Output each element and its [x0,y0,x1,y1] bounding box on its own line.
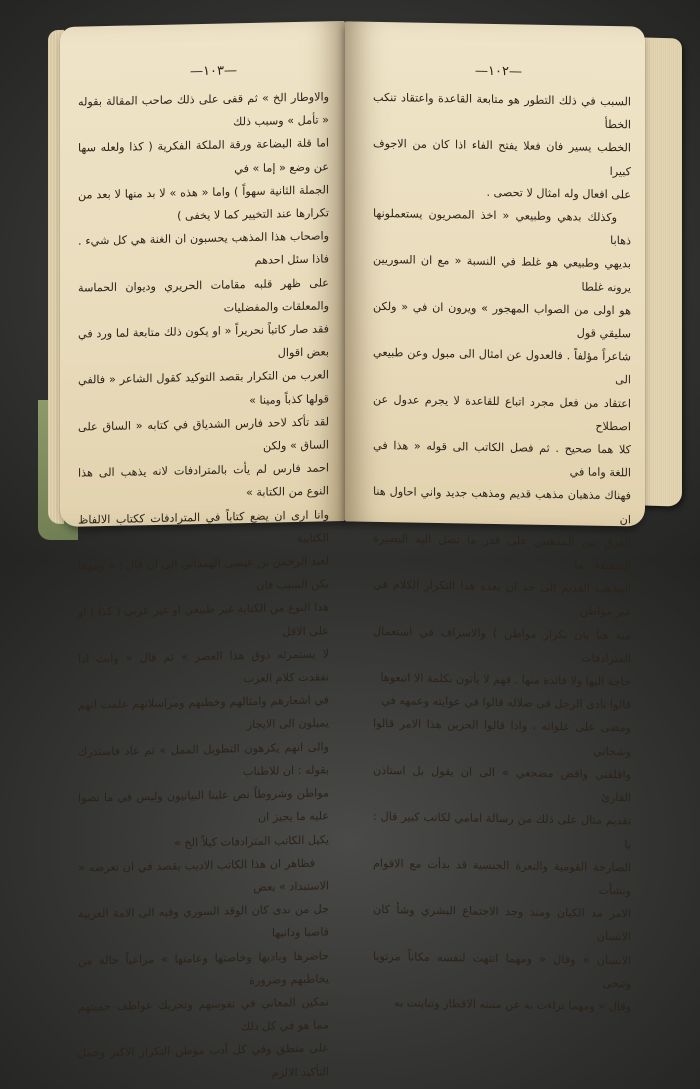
text-line: احمد فارس لم يأت بالمترادفات لانه يذهب الى هذا النوع من الكتابة » [78,461,329,500]
text-line: وانا ارى ان يضع كتاباً في المترادفات ككتاب الالفاظ الكتابية [78,508,329,545]
text-line: في اشعارهم وامثالهم وخطبهم ومراسلاتهم علمت انهم يميلون الى الايجاز [78,693,329,732]
text-line: قالوا نادى الرجل في ضلاله قالوا في عوايته وعمهه في [381,694,631,712]
text-line: كلا هما صحيح . ثم فصل الكاتب الى قوله « هذا في اللغة واما في [373,438,631,480]
text-line: على افعال وله امثال لا تحصى . [486,185,631,202]
text-line: لعبد الرحمن بن عيسى الهمذاني الى ان قال : « ومهما يكن السبب فان [78,554,329,593]
text-line: ومضى على علواته ، واذا قالوا الحزين هذا الامر قالوا وشجاني [373,717,631,759]
text-line: هو اولى من الصواب المهجور » ويرون ان في « ولكن سليقي قول [373,299,631,341]
text-line: تمكين المعاني في نفوسهم وتحريك عواطف حميتهم مما هو في كل ذلك [78,995,329,1034]
text-line: وكذلك بدهي وطبيعي « اخذ المصريون يستعملونها ذهابا [373,206,631,248]
text-line: الصارخة القومية والنعرة الجنسية قد بدأت مع الاقوام ونشأت [373,856,631,898]
text-line: الامر مذ الكيان ومنذ وجد الاجتماع البشري وشأ كان الانسان [373,902,631,944]
text-line: العرب من التكرار بقصد التوكيد كقول الشاعر « فالفي قولها كذباً ومينا » [78,368,329,407]
left-page-text [78,85,329,1088]
text-line: جل من ندى كان الوقد السوري وفيه الى الامة العربية قاصبا ودانيها [78,902,329,940]
text-line: لقد تأكد لاحد فارس الشدياق في كتابه « الساق على الساق » ولكن [78,415,329,453]
text-line: لا يستمرئه ذوق هذا العصر » ثم قال « وانت اذا تفقدت كلام العرب [78,647,329,686]
right-page-edges [640,37,682,506]
text-line: الفرق بين المذهبين على قدر ما تصل اليه البصيرة الضعيفة . ما [373,531,631,573]
text-line: على ظهر قلبه مقامات الحريري وديوان الحماسة والمعلقات والمفضليات [78,275,329,315]
text-line: واصحاب هذا المذهب يحسبون ان الغنة هي كل شيء . فاذا سئل احدهم [78,229,329,268]
text-line: الخطب يسير فان فعلا يفتح الفاء اذا كان من الاجوف كبيرا [373,137,631,178]
text-line: فقد صار كاتباً نحريراً « او يكون ذلك متابعة لما ورد في بعض اقوال [78,322,329,360]
text-line: والى انهم يكرهون التطويل الممل » ثم عاد فاستدرك بقوله : ان للاطناب [78,740,329,779]
text-line: وقال « ومهما تراءت به عن منبته الاقطار وتباينت به [394,996,631,1014]
text-line: الجملة الثانية سهواً ) واما « هذه » لا بد منها لا بعد من تكرارها عند التخيير كما لا يخفى ) [78,183,329,223]
text-line: المذهب القديم الى حد ان يعده هذا التكرار الكلام في غير مواطن [373,578,631,619]
text-line: يكيل الكاتب المترادفات كيلاً الخ » [174,832,329,850]
text-line: فظاهر ان هذا الكاتب الاديب يقصد في ان تعرضه « الاستبداد » بعض [78,856,329,894]
text-line: والاوطار الخ » ثم قفى على ذلك صاحب المقالة بقوله « تأمل » وسبب ذلك [78,90,329,129]
text-line: اعتقاد من فعل مجرد اتباع للقاعدة لا يجرم عدول عن اصطلاح [373,392,631,434]
text-line: بديهي وطبيعي هو غلط في النسبة « مع ان السوريين يرونه غلطا [373,253,631,294]
right-page-number: —١٠٢— [475,63,522,80]
text-line: منه هنا بان تكرار مواطن ) والاسراف في استعمال المترادفات [373,624,631,666]
left-page-number: —١٠٣— [190,63,237,80]
right-page-text [373,86,631,1019]
text-line: هذا النوع من الكتابة غير طبيعي او غير عربي ( كذا ) او على الاقل [78,600,329,638]
text-line: على منطق وفي كل أدب موطن التكرار الاكبر وحمل التأكيد الالزم [78,1041,329,1080]
text-line: اما قلة البضاعة ورقة الملكة الفكرية ( كذا ولعله سها عن وضع « إما » في [78,136,329,175]
text-line: شاعراً مؤلفاً . فالعدول عن امثال الى مبول وعن طبيعي الى [373,346,631,387]
text-line: الانسان » وقال « ومهما انتهت لنفسه مكاناً مرتويا وتنحى [373,949,631,991]
text-line: مواطن وشروطاً نص علينا البيانيون وليس في ما نصوا عليه ما يجيز ان [78,786,329,825]
text-line: السبب في ذلك التطور هو متابعة القاعدة واعتقاد تنكب الخطأ [373,90,631,132]
left-page [60,21,345,1080]
text-line: فهناك مذهبان مذهب قديم ومذهب جديد واني احاول هنا ان [373,485,631,527]
text-line: واقلقني واقض مضجعي » الى ان يقول بل استاذن القارئ [373,763,631,805]
text-line: حاجة اليها ولا فائدة منها . فهم لا يأتون بكلمة الا اتبعوها [380,671,631,689]
right-page [345,21,645,1014]
text-line: تقديم مثال على ذلك من رسالة امامي لكاتب كبير قال : يا [373,810,631,851]
text-line: حاضرها وباديها وخاصتها وعامتها » مراعياً حالة من يخاطبهم وضرورة [78,948,329,987]
